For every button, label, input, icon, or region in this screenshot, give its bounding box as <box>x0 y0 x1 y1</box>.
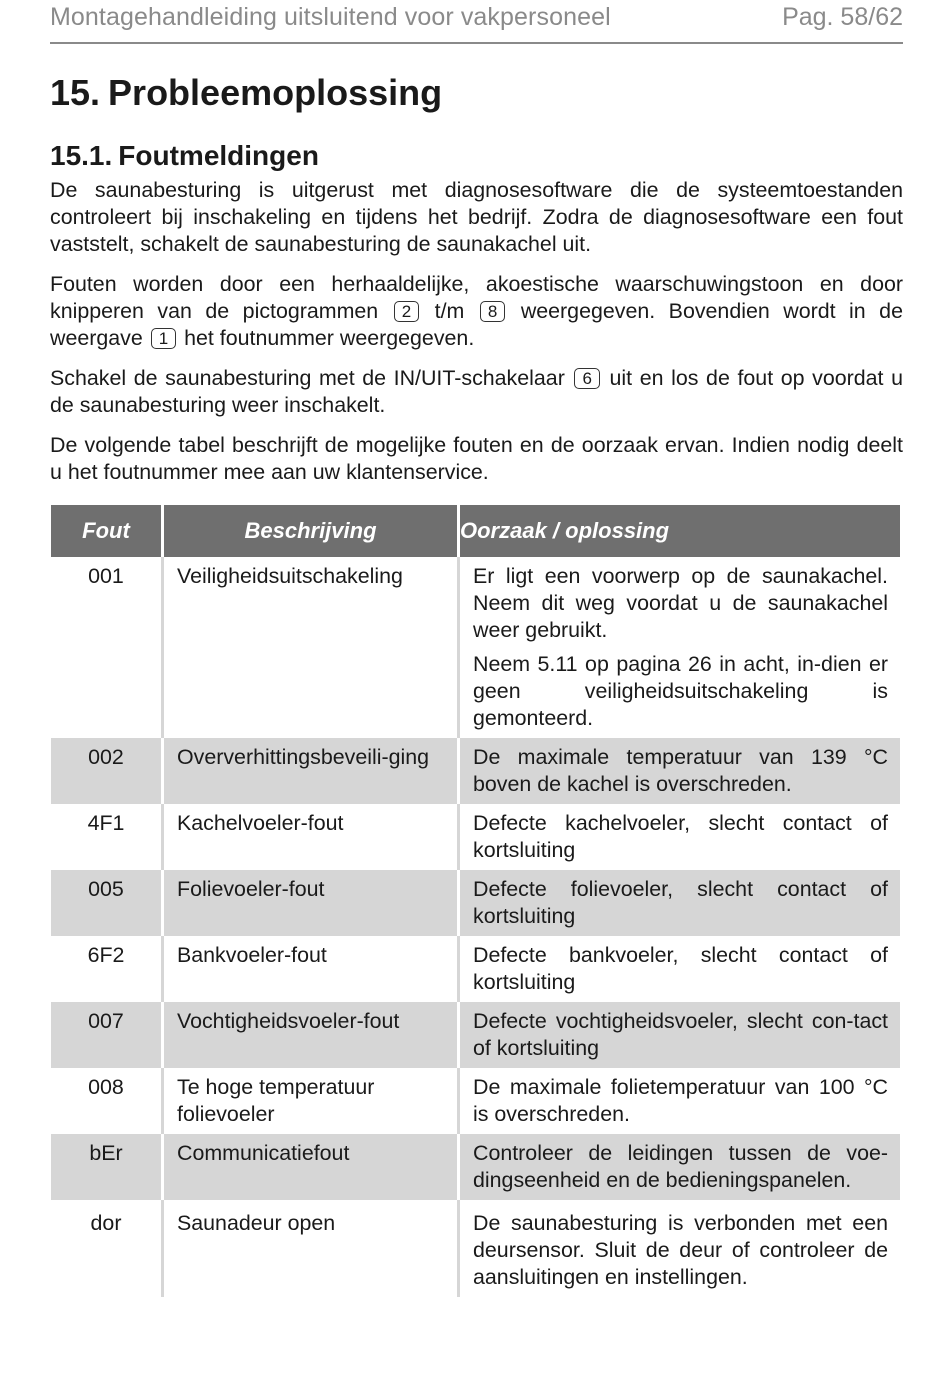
error-description: Folievoeler-fout <box>177 877 325 901</box>
error-description: Bankvoeler-fout <box>177 943 327 967</box>
error-cause: De saunabesturing is verbonden met een deursensor. Sluit de deur of controleer de aansluitingen en instellingen. <box>473 1211 888 1289</box>
table-row <box>51 804 900 870</box>
paragraph-intro: De saunabesturing is uitgerust met diagnosesoftware die de systeemtoestanden controleert bij inschakeling en tijdens het bedrijf. Zodra de diagnosesoftware een fout vaststelt, schakelt de saunabesturing de saunakachel uit. <box>50 178 903 256</box>
text-fragment: t/m <box>434 299 465 323</box>
error-description: Kachelvoeler-fout <box>177 811 344 835</box>
table-row <box>51 557 900 738</box>
pictogram-key-2: 2 <box>394 301 419 322</box>
header-fout: Fout <box>51 505 164 557</box>
error-description: Saunadeur open <box>177 1211 336 1235</box>
manual-page <box>50 0 903 1297</box>
error-description: Vochtigheidsvoeler-fout <box>177 1009 400 1033</box>
pictogram-key-8: 8 <box>480 301 505 322</box>
section-number: 15. <box>50 72 101 113</box>
error-code: 6F2 <box>87 943 125 967</box>
error-table-header <box>51 505 900 557</box>
paragraph-table-intro: De volgende tabel beschrijft de mogelijke fouten en de oorzaak ervan. Indien nodig deelt u het foutnummer mee aan uw klantenservice. <box>50 433 903 484</box>
error-code: 002 <box>88 745 124 769</box>
table-row <box>51 1002 900 1068</box>
error-description: Oververhittingsbeveili-ging <box>177 745 430 769</box>
error-code: 4F1 <box>87 811 125 835</box>
paragraph-error-signals <box>50 271 903 352</box>
section-heading <box>50 71 903 115</box>
page-number: Pag. 58/62 <box>782 3 903 31</box>
text-fragment: Fouten worden door een herhaaldelijke, akoestische waarschuwingstoon en door knipperen van de pictogrammen <box>50 272 903 323</box>
switch-key-6: 6 <box>574 368 599 389</box>
error-cause: Defecte folievoeler, slecht contact of kortsluiting <box>473 877 888 928</box>
table-row <box>51 1068 900 1134</box>
error-cause: Defecte kachelvoeler, slecht contact of kortsluiting <box>473 811 888 862</box>
header-beschrijving: Beschrijving <box>164 505 460 557</box>
error-cause-note: Neem 5.11 op pagina 26 in acht, in-dien er geen veiligheidsuitschakeling is gemonteerd. <box>473 652 888 730</box>
error-cause: De maximale folietemperatuur van 100 °C is overschreden. <box>473 1075 888 1126</box>
error-cause: Controleer de leidingen tussen de voe-dingseenheid en de bedieningspanelen. <box>473 1141 888 1192</box>
error-table <box>51 505 900 1297</box>
subsection-heading <box>50 139 903 173</box>
page-header <box>50 0 903 44</box>
error-description: Veiligheidsuitschakeling <box>177 564 403 588</box>
text-fragment: uit en los de fout op voordat u de saunabesturing weer inschakelt. <box>50 366 903 417</box>
table-row <box>51 738 900 804</box>
error-cause: Defecte bankvoeler, slecht contact of kortsluiting <box>473 943 888 994</box>
table-row <box>51 1134 900 1200</box>
error-cause: Defecte vochtigheidsvoeler, slecht con-tact of kortsluiting <box>473 1009 888 1060</box>
error-code: 001 <box>88 564 124 588</box>
header-oorzaak: Oorzaak / oplossing <box>460 505 900 557</box>
error-cause: De maximale temperatuur van 139 °C boven de kachel is overschreden. <box>473 745 888 796</box>
text-fragment: het foutnummer weergegeven. <box>184 326 475 350</box>
error-code: 007 <box>88 1009 124 1033</box>
text-fragment: weergegeven. Bovendien wordt in de weergave <box>50 299 903 350</box>
error-code: dor <box>90 1211 122 1235</box>
table-row <box>51 1200 900 1297</box>
error-code: 005 <box>88 877 124 901</box>
table-row <box>51 936 900 1002</box>
display-key-1: 1 <box>151 328 176 349</box>
error-description: Communicatiefout <box>177 1141 350 1165</box>
header-title: Montagehandleiding uitsluitend voor vakpersoneel <box>50 3 611 31</box>
text-fragment: Schakel de saunabesturing met de IN/UIT-schakelaar <box>50 366 565 390</box>
paragraph-switch-off <box>50 365 903 419</box>
subsection-number: 15.1. <box>50 140 113 171</box>
error-code: 008 <box>88 1075 124 1099</box>
error-code: bEr <box>89 1141 123 1165</box>
section-title: Probleemoplossing <box>108 72 443 113</box>
error-description: Te hoge temperatuur folievoeler <box>177 1075 375 1126</box>
table-row <box>51 870 900 936</box>
subsection-title: Foutmeldingen <box>118 140 319 171</box>
error-cause: Er ligt een voorwerp op de saunakachel. Neem dit weg voordat u de saunakachel weer gebruikt. <box>473 564 888 642</box>
